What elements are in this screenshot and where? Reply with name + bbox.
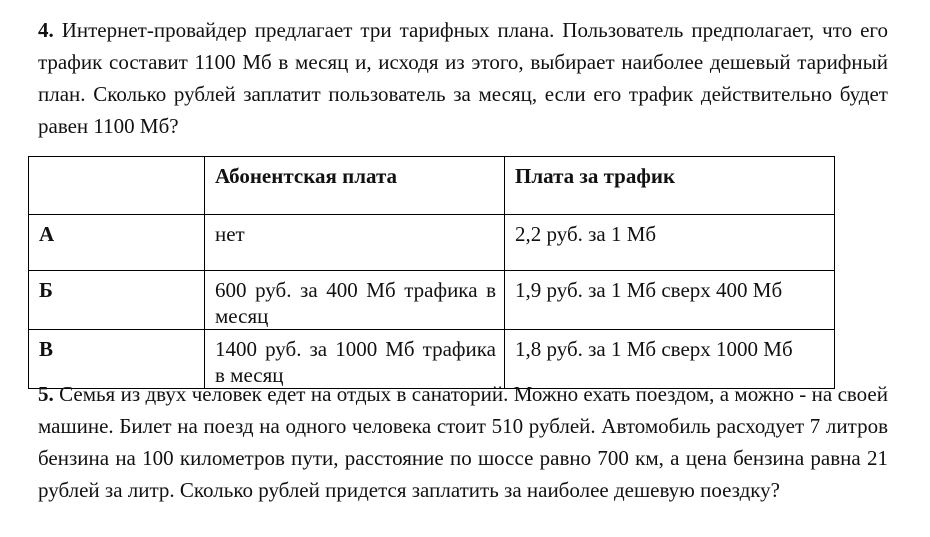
header-cell-traffic-fee: Плата за трафик [505, 157, 835, 215]
traffic-cell: 1,9 руб. за 1 Мб сверх 400 Мб [505, 271, 835, 330]
problem-4-number: 4. [38, 18, 54, 42]
header-cell-plan [29, 157, 205, 215]
problem-5-number: 5. [38, 382, 54, 406]
problem-5-text: Семья из двух человек едет на отдых в санаторий. Можно ехать поездом, а можно - на своей машине. Билет на поезд на одного человека стоит 510 рублей. Автомобиль расходует 7 литров бензина на 100 километров пути, расстояние по шоссе равно 700 км, а цена бензина равна 21 рублей за литр. Сколько рублей придется заплатить за наиболее дешевую поездку? [38, 382, 888, 502]
plan-cell: А [29, 215, 205, 271]
traffic-cell: 2,2 руб. за 1 Мб [505, 215, 835, 271]
plan-cell: Б [29, 271, 205, 330]
fee-cell: нет [205, 215, 505, 271]
plan-cell: В [29, 330, 205, 389]
fee-cell: 1400 руб. за 1000 Мб трафика в месяц [205, 330, 505, 389]
problem-5 [38, 378, 888, 506]
traffic-cell: 1,8 руб. за 1 Мб сверх 1000 Мб [505, 330, 835, 389]
table-header-row [29, 157, 835, 215]
problem-4-text: Интернет-провайдер предлагает три тарифных плана. Пользователь предполагает, что его трафик составит 1100 Мб в месяц и, исходя из этого, выбирает наиболее дешевый тарифный план. Сколько рублей заплатит пользователь за месяц, если его трафик действительно будет равен 1100 Мб? [38, 18, 888, 138]
fee-cell: 600 руб. за 400 Мб трафика в месяц [205, 271, 505, 330]
table-row [29, 271, 835, 330]
header-cell-subscription-fee: Абонентская плата [205, 157, 505, 215]
tariff-table [28, 156, 835, 389]
table-row [29, 215, 835, 271]
problem-4 [38, 14, 888, 142]
